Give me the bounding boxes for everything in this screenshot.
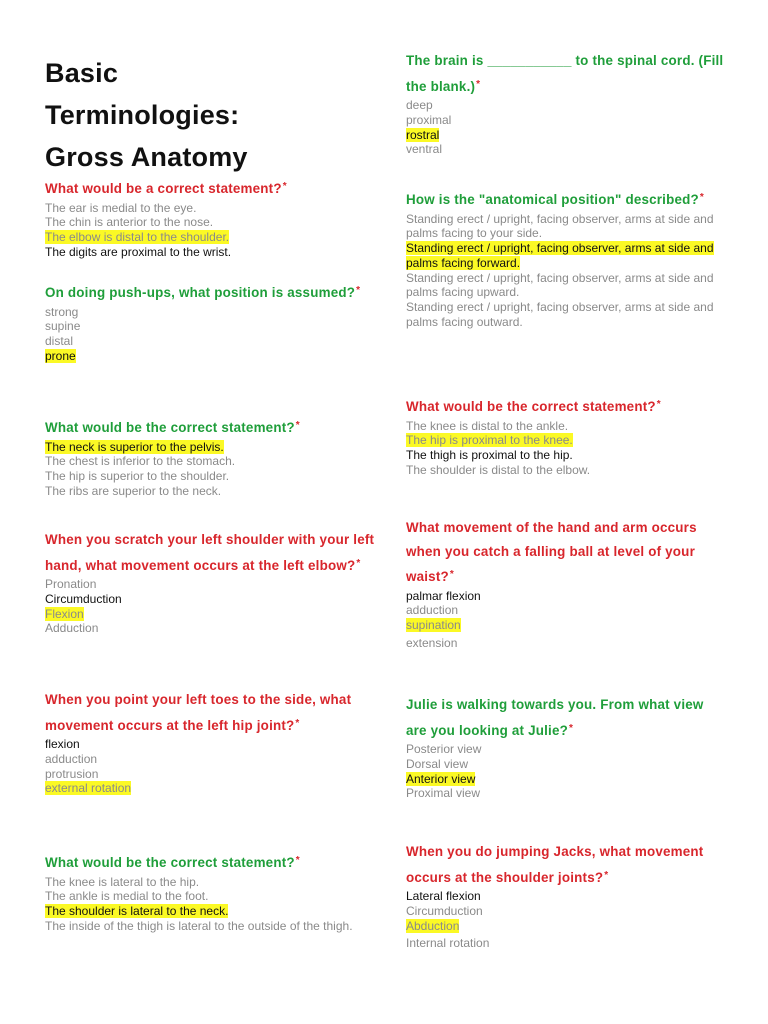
answer-options [406,589,726,651]
question-text: What would be a correct statement?* [45,181,287,196]
answer-options [45,305,375,364]
answer-option-highlighted[interactable]: Abduction [406,918,460,933]
page-title [45,52,248,178]
required-asterisk: * [656,399,661,410]
answer-option[interactable]: Circumduction [45,591,122,606]
question-text: What movement of the hand and arm occurs when you catch a falling ball at level of your waist?* [406,520,697,584]
question-text: The brain is ___________ to the spinal cord. (Fill the blank.)* [406,53,724,94]
answer-option[interactable]: Standing erect / upright, facing observer, arms at side and palms facing outward. [406,300,714,330]
question-block [45,849,375,934]
answer-option[interactable]: Posterior view [406,742,482,756]
answer-options [45,737,375,796]
answer-option[interactable]: Dorsal view [406,756,469,771]
answer-options [406,419,726,478]
answer-options [406,742,726,801]
answer-option[interactable]: The shoulder is distal to the elbow. [406,462,591,477]
required-asterisk: * [449,569,454,580]
question-block [406,186,726,330]
question-block [406,840,726,951]
answer-option[interactable]: Proximal view [406,786,481,801]
answer-option[interactable]: distal [45,334,74,349]
answer-option[interactable]: strong [45,304,79,319]
answer-option-highlighted[interactable]: Flexion [45,606,84,621]
answer-option[interactable]: The chin is anterior to the nose. [45,215,214,230]
required-asterisk: * [295,420,300,431]
required-asterisk: * [356,557,361,569]
answer-option[interactable]: The knee is distal to the ankle. [406,418,569,433]
answer-option[interactable]: Adduction [45,621,99,636]
answer-options [406,889,726,951]
answer-option[interactable]: proximal [406,112,452,127]
answer-option[interactable]: The inside of the thigh is lateral to the outside of the thigh. [45,918,353,933]
question-text: When you point your left toes to the side, what movement occurs at the left hip joint?* [45,692,352,733]
required-asterisk: * [699,192,704,203]
answer-option[interactable]: Standing erect / upright, facing observer, arms at side and palms facing to your side. [406,211,714,241]
answer-option-highlighted[interactable]: supination [406,618,461,633]
question-block [406,49,726,157]
answer-option[interactable]: protrusion [45,766,99,781]
answer-option[interactable]: Internal rotation [406,936,490,951]
required-asterisk: * [356,285,361,296]
answer-option[interactable]: The thigh is proximal to the hip. [406,448,573,463]
question-text: What would be the correct statement?* [406,399,661,414]
answer-option[interactable]: Standing erect / upright, facing observer, arms at side and palms facing upward. [406,270,714,300]
question-block [45,688,375,796]
answer-option[interactable]: supine [45,319,81,334]
answer-option[interactable]: ventral [406,142,443,157]
answer-option-highlighted[interactable]: The hip is proximal to the knee. [406,433,573,448]
answer-option-highlighted[interactable]: Standing erect / upright, facing observer, arms at side and palms facing forward. [406,241,714,270]
answer-option-highlighted[interactable]: The elbow is distal to the shoulder. [45,230,230,245]
question-block [406,393,726,478]
answer-option[interactable]: The ribs are superior to the neck. [45,483,222,498]
answer-options [45,577,375,636]
answer-option[interactable]: The chest is inferior to the stomach. [45,454,236,469]
answer-option-highlighted[interactable]: external rotation [45,781,132,796]
required-asterisk: * [569,722,574,734]
required-asterisk: * [295,717,300,729]
answer-option-highlighted[interactable]: rostral [406,127,440,142]
title-line-2: Terminologies: [45,100,240,130]
question-block [45,414,375,499]
question-block [406,516,726,651]
answer-option[interactable]: Lateral flexion [406,889,481,903]
answer-option-highlighted[interactable]: The shoulder is lateral to the neck. [45,904,229,919]
question-text: What would be the correct statement?* [45,420,300,435]
answer-option[interactable]: The ear is medial to the eye. [45,200,197,215]
answer-option[interactable]: Circumduction [406,903,483,918]
question-text: What would be the correct statement?* [45,855,300,870]
answer-options [406,212,726,330]
required-asterisk: * [282,181,287,192]
answer-option[interactable]: Pronation [45,577,97,591]
answer-options [406,98,726,157]
title-line-3: Gross Anatomy [45,142,248,172]
answer-option[interactable]: The knee is lateral to the hip. [45,874,200,889]
answer-options [45,440,375,499]
answer-option[interactable]: extension [406,635,458,650]
answer-option[interactable]: palmar flexion [406,588,481,603]
answer-option[interactable]: The digits are proximal to the wrist. [45,244,232,259]
answer-options [45,201,375,260]
question-block [45,528,375,636]
question-block [45,279,375,364]
answer-options [45,875,375,934]
required-asterisk: * [295,855,300,866]
required-asterisk: * [604,869,609,881]
title-line-1: Basic [45,58,119,88]
question-text: When you scratch your left shoulder with your left hand, what movement occurs at the left elbow?* [45,532,375,573]
answer-option[interactable]: The ankle is medial to the foot. [45,889,209,904]
answer-option[interactable]: The hip is superior to the shoulder. [45,469,230,484]
question-block [406,693,726,801]
answer-option[interactable]: deep [406,98,433,112]
question-text: How is the "anatomical position" described?* [406,192,704,207]
answer-option-highlighted[interactable]: The neck is superior to the pelvis. [45,439,224,454]
question-text: When you do jumping Jacks, what movement occurs at the shoulder joints?* [406,844,704,885]
answer-option[interactable]: adduction [406,603,459,618]
question-text: On doing push-ups, what position is assumed?* [45,285,361,300]
answer-option[interactable]: flexion [45,737,80,751]
answer-option-highlighted[interactable]: Anterior view [406,771,476,786]
answer-option-highlighted[interactable]: prone [45,348,76,363]
answer-option[interactable]: adduction [45,751,98,766]
required-asterisk: * [476,78,481,90]
question-text: Julie is walking towards you. From what view are you looking at Julie?* [406,697,704,738]
question-block [45,175,375,260]
